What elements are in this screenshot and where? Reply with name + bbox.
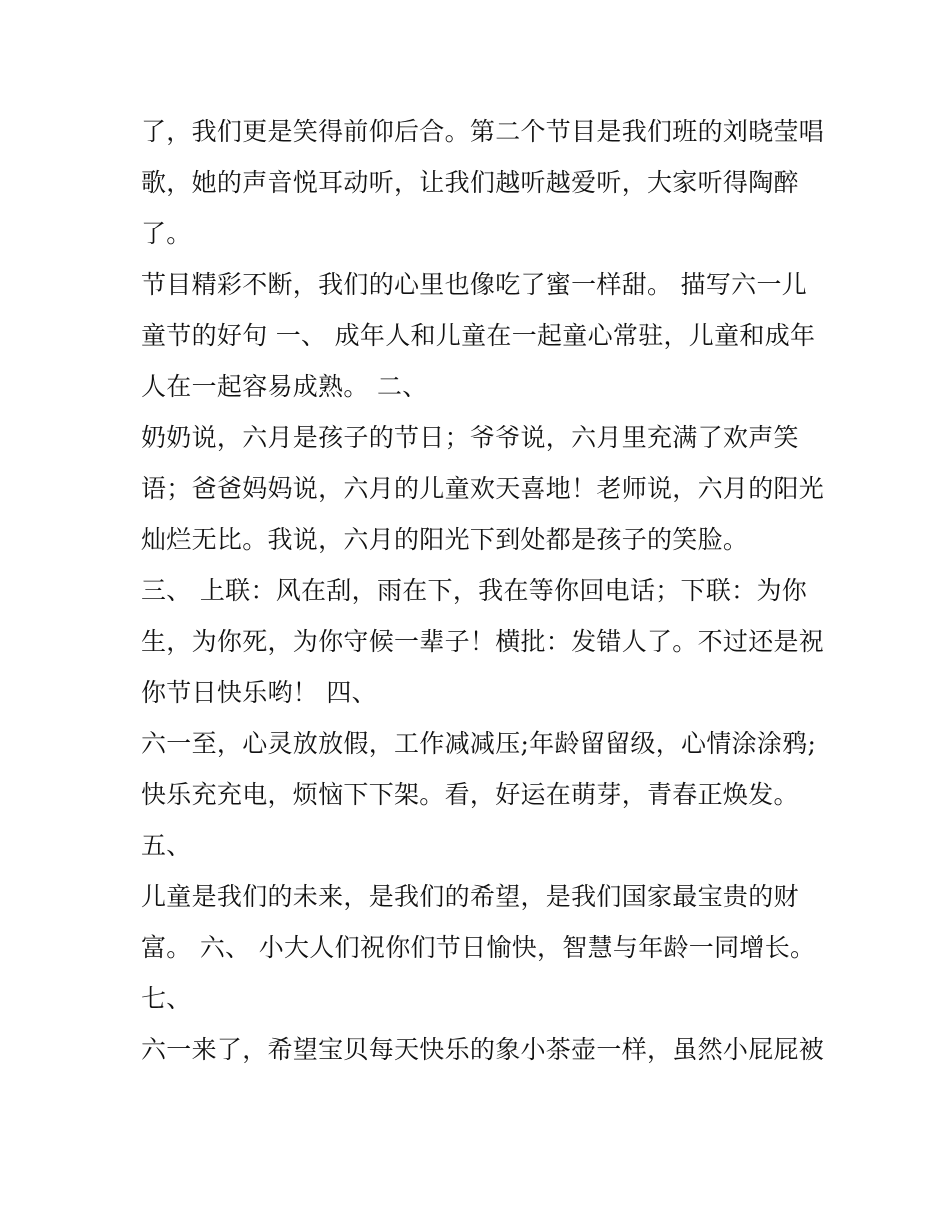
text-line: 奶奶说，六月是孩子的节日；爷爷说，六月里充满了欢声笑 xyxy=(141,423,799,452)
text-line: 节目精彩不断，我们的心里也像吃了蜜一样甜。 描写六一儿 xyxy=(141,270,808,299)
body-text xyxy=(141,106,825,1075)
text-line: 童节的好句 一、 成年人和儿童在一起童心常驻，儿童和成年 xyxy=(141,321,816,350)
text-line: 七、 xyxy=(141,984,192,1013)
text-line: 了。 xyxy=(141,219,192,248)
text-line: 六一来了，希望宝贝每天快乐的象小茶壶一样，虽然小屁屁被 xyxy=(141,1035,825,1064)
text-line: 歌，她的声音悦耳动听，让我们越听越爱听，大家听得陶醉 xyxy=(141,168,799,197)
text-line: 快乐充充电，烦恼下下架。看，好运在萌芽，青春正焕发。 xyxy=(141,780,799,809)
text-line: 三、 上联：风在刮，雨在下，我在等你回电话；下联：为你 xyxy=(141,576,808,605)
text-line: 人在一起容易成熟。 二、 xyxy=(141,372,428,401)
text-line: 富。 六、 小大人们祝你们节日愉快，智慧与年龄一同增长。 xyxy=(141,933,816,962)
text-line: 生，为你死，为你守候一辈子！横批：发错人了。不过还是祝 xyxy=(141,627,825,656)
text-line: 语；爸爸妈妈说，六月的儿童欢天喜地！老师说，六月的阳光 xyxy=(141,474,825,503)
text-line: 儿童是我们的未来，是我们的希望，是我们国家最宝贵的财 xyxy=(141,882,799,911)
text-line: 了，我们更是笑得前仰后合。第二个节目是我们班的刘晓莹唱 xyxy=(141,117,825,146)
text-line: 六一至，心灵放放假，工作减减压;年龄留留级，心情涂涂鸦; xyxy=(141,729,817,758)
text-line: 你节日快乐哟！ 四、 xyxy=(141,678,377,707)
text-line: 五、 xyxy=(141,831,192,860)
text-line: 灿烂无比。我说，六月的阳光下到处都是孩子的笑脸。 xyxy=(141,525,749,554)
